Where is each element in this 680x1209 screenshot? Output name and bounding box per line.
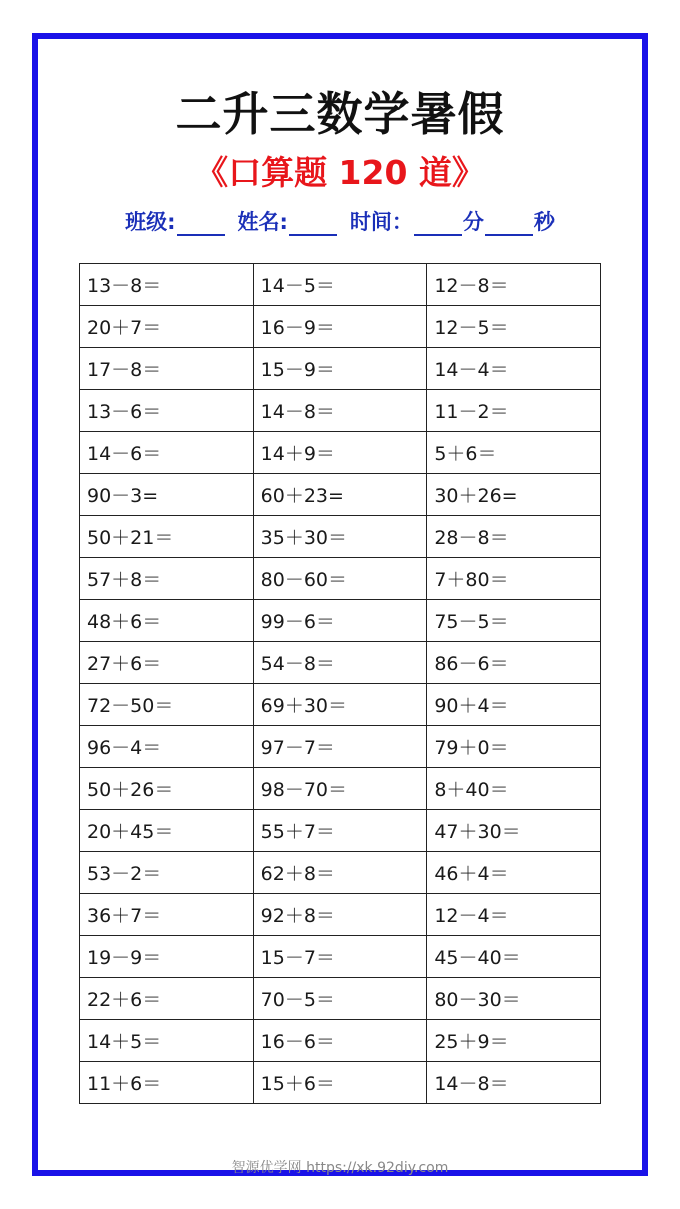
class-blank[interactable] bbox=[177, 214, 225, 236]
table-row bbox=[80, 1062, 601, 1104]
problem-cell: 92＋8＝ bbox=[253, 894, 427, 936]
problem-cell: 99－6＝ bbox=[253, 600, 427, 642]
problem-cell: 96－4＝ bbox=[80, 726, 254, 768]
second-blank[interactable] bbox=[485, 214, 533, 236]
table-row bbox=[80, 936, 601, 978]
problem-cell: 28－8＝ bbox=[427, 516, 601, 558]
problem-cell: 7＋80＝ bbox=[427, 558, 601, 600]
problem-cell: 57＋8＝ bbox=[80, 558, 254, 600]
minute-label: 分 bbox=[462, 210, 484, 234]
table-row bbox=[80, 726, 601, 768]
problem-cell: 80－60＝ bbox=[253, 558, 427, 600]
minute-blank[interactable] bbox=[414, 214, 462, 236]
page-title: 二升三数学暑假 bbox=[175, 87, 505, 141]
table-row bbox=[80, 684, 601, 726]
problem-cell: 46＋4＝ bbox=[427, 852, 601, 894]
table-row bbox=[80, 306, 601, 348]
table-row bbox=[80, 390, 601, 432]
problem-cell: 48＋6＝ bbox=[80, 600, 254, 642]
problem-cell: 80－30＝ bbox=[427, 978, 601, 1020]
problem-cell: 98－70＝ bbox=[253, 768, 427, 810]
problem-cell: 35＋30＝ bbox=[253, 516, 427, 558]
table-row bbox=[80, 894, 601, 936]
table-row bbox=[80, 600, 601, 642]
problem-cell: 11＋6＝ bbox=[80, 1062, 254, 1104]
table-row bbox=[80, 432, 601, 474]
problem-cell: 90－3= bbox=[80, 474, 254, 516]
problem-cell: 16－6＝ bbox=[253, 1020, 427, 1062]
problem-cell: 30＋26= bbox=[427, 474, 601, 516]
problem-cell: 12－4＝ bbox=[427, 894, 601, 936]
table-row bbox=[80, 642, 601, 684]
problem-cell: 72－50＝ bbox=[80, 684, 254, 726]
problem-cell: 12－8＝ bbox=[427, 264, 601, 306]
table-row bbox=[80, 558, 601, 600]
problem-cell: 75－5＝ bbox=[427, 600, 601, 642]
problem-cell: 16－9＝ bbox=[253, 306, 427, 348]
problem-cell: 55＋7＝ bbox=[253, 810, 427, 852]
table-row bbox=[80, 474, 601, 516]
problem-cell: 17－8＝ bbox=[80, 348, 254, 390]
problem-cell: 69＋30＝ bbox=[253, 684, 427, 726]
problem-cell: 19－9＝ bbox=[80, 936, 254, 978]
problem-cell: 14－8＝ bbox=[253, 390, 427, 432]
table-row bbox=[80, 1020, 601, 1062]
problem-table bbox=[79, 263, 601, 1104]
problem-cell: 60＋23= bbox=[253, 474, 427, 516]
table-row bbox=[80, 264, 601, 306]
second-label: 秒 bbox=[533, 210, 555, 234]
problem-cell: 27＋6＝ bbox=[80, 642, 254, 684]
problem-cell: 14－5＝ bbox=[253, 264, 427, 306]
page-subtitle: 《口算题 120 道》 bbox=[195, 153, 485, 192]
table-row bbox=[80, 978, 601, 1020]
problem-cell: 14＋5＝ bbox=[80, 1020, 254, 1062]
problem-cell: 13－8＝ bbox=[80, 264, 254, 306]
problem-cell: 14－4＝ bbox=[427, 348, 601, 390]
problem-cell: 50＋26＝ bbox=[80, 768, 254, 810]
footer-watermark: 智源优学网 https://xk.92diy.com bbox=[231, 1160, 449, 1176]
problem-cell: 79＋0＝ bbox=[427, 726, 601, 768]
time-label: 时间： bbox=[349, 210, 413, 234]
problem-cell: 8＋40＝ bbox=[427, 768, 601, 810]
table-row bbox=[80, 852, 601, 894]
problem-cell: 14－6＝ bbox=[80, 432, 254, 474]
problem-cell: 15－7＝ bbox=[253, 936, 427, 978]
table-row bbox=[80, 810, 601, 852]
problem-cell: 97－7＝ bbox=[253, 726, 427, 768]
problem-cell: 50＋21＝ bbox=[80, 516, 254, 558]
problem-cell: 15＋6＝ bbox=[253, 1062, 427, 1104]
problem-cell: 25＋9＝ bbox=[427, 1020, 601, 1062]
table-row bbox=[80, 348, 601, 390]
problem-cell: 86－6＝ bbox=[427, 642, 601, 684]
problem-cell: 54－8＝ bbox=[253, 642, 427, 684]
problem-cell: 47＋30＝ bbox=[427, 810, 601, 852]
problem-cell: 62＋8＝ bbox=[253, 852, 427, 894]
student-info-line bbox=[0, 206, 680, 236]
problem-cell: 53－2＝ bbox=[80, 852, 254, 894]
problem-cell: 13－6＝ bbox=[80, 390, 254, 432]
problem-cell: 20＋7＝ bbox=[80, 306, 254, 348]
problem-cell: 45－40＝ bbox=[427, 936, 601, 978]
problem-cell: 14＋9＝ bbox=[253, 432, 427, 474]
table-row bbox=[80, 516, 601, 558]
problem-cell: 20＋45＝ bbox=[80, 810, 254, 852]
problem-cell: 36＋7＝ bbox=[80, 894, 254, 936]
problem-cell: 14－8＝ bbox=[427, 1062, 601, 1104]
problem-cell: 11－2＝ bbox=[427, 390, 601, 432]
table-row bbox=[80, 768, 601, 810]
problem-cell: 15－9＝ bbox=[253, 348, 427, 390]
problem-cell: 5＋6＝ bbox=[427, 432, 601, 474]
problem-cell: 22＋6＝ bbox=[80, 978, 254, 1020]
problem-cell: 70－5＝ bbox=[253, 978, 427, 1020]
problem-cell: 12－5＝ bbox=[427, 306, 601, 348]
name-blank[interactable] bbox=[289, 214, 337, 236]
name-label: 姓名: bbox=[237, 210, 288, 234]
problem-cell: 90＋4＝ bbox=[427, 684, 601, 726]
class-label: 班级: bbox=[125, 210, 176, 234]
